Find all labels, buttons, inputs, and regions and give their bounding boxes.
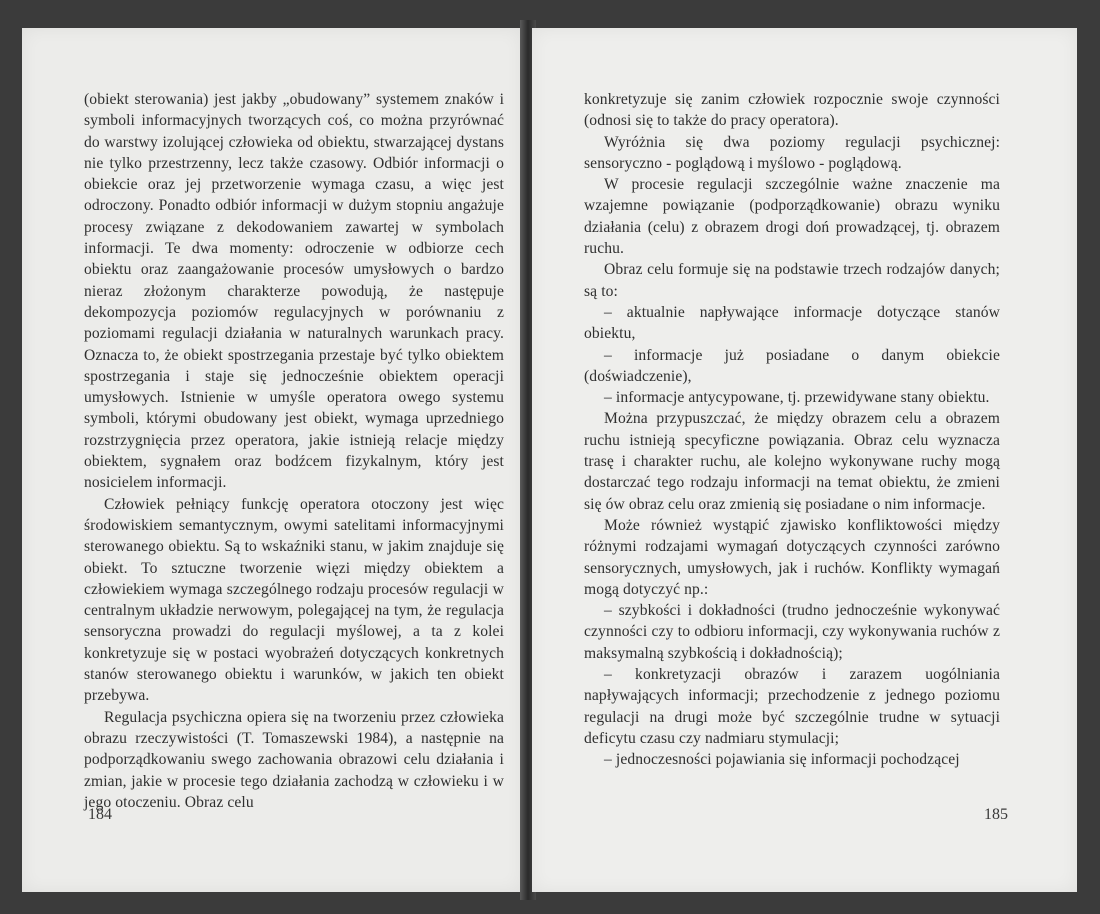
list-item: – szybkości i dokładności (trudno jednocześnie wykonywać czynności czy to odbioru informacji, czy wykonywania ruchów z maksymalną szybkością i dokładnością);: [584, 602, 1000, 662]
paragraph: Może również wystąpić zjawisko konfliktowości między różnymi rodzajami wymagań dotyczących czynności zarówno sensorycznych, umysłowych, jak i ruchów. Konflikty wymagań mogą dotyczyć np.:: [584, 516, 1000, 598]
page-number-left: 184: [88, 806, 112, 823]
right-page-text: [584, 89, 1000, 771]
list-item: – aktualnie napływające informacje dotyczące stanów obiektu,: [584, 303, 1000, 343]
paragraph: Wyróżnia się dwa poziomy regulacji psychicznej: sensoryczno - poglądową i myślowo - poglądową.: [584, 133, 1000, 172]
paragraph: Obraz celu formuje się na podstawie trzech rodzajów danych; są to:: [584, 261, 1000, 300]
paragraph: (obiekt sterowania) jest jakby „obudowany” systemem znaków i symboli informacyjnych tworzących coś, co można przyrównać do warstwy izolującej człowieka od obiektu, stwarzającej dystans nie tylko przestrzenny, lecz także czasowy. Odbiór informacji o obiekcie oraz jej przetworzenie wymaga czasu, a więc jest odroczony. Ponadto odbiór informacji w dużym stopniu angażuje procesy związane z dekodowaniem zawartej w symbolach informacji. Te dwa momenty: odroczenie w odbiorze cech obiektu oraz zaangażowanie procesów umysłowych o bardzo nieraz złożonym charakterze powodują, że następuje dekompozycja poziomów regulacyjnych w porównaniu z poziomami regulacji działania w naturalnych warunkach pracy. Oznacza to, że obiekt spostrzegania przestaje być tylko obiektem spostrzegania i staje się jednocześnie obiektem operacji umysłowych. Istnienie w umyśle operatora owego systemu symboli, którymi obudowany jest obiekt, wymaga uprzedniego rozstrzygnięcia przez operatora, jakie istnieją relacje między obiektem, sygnałem oraz bodźcem fizykalnym, który jest nosicielem informacji.: [84, 91, 504, 492]
paragraph: Można przypuszczać, że między obrazem celu a obrazem ruchu istnieją specyficzne powiązania. Obraz celu wyznacza trasę i charakter ruchu, ale kolejno wykonywane ruchy mogą dostarczać tego rodzaju informacji na temat obiektu, że zmieni się ów obraz celu oraz zmienią się posiadane o nim informacje.: [584, 410, 1000, 513]
paragraph: Regulacja psychiczna opiera się na tworzeniu przez człowieka obrazu rzeczywistości (T. Tomaszewski 1984), a następnie na podporządkowaniu swego zachowania obrazowi celu działania i zmian, jakie w procesie tego działania zachodzą w człowieku i w jego otoczeniu. Obraz celu: [84, 708, 504, 811]
paragraph: Człowiek pełniący funkcję operatora otoczony jest więc środowiskiem semantycznym, owymi satelitami informacyjnymi sterowanego obiektu. Są to wskaźniki stanu, w jakim znajduje się obiekt. To sztuczne tworzenie więzi między obiektem a człowiekiem wymaga szczególnego rodzaju procesów regulacji w centralnym układzie nerwowym, polegającej na tym, że regulacja sensoryczna prowadzi do regulacji myślowej, a ta z kolei konkretyzuje się w postaci wyobrażeń dotyczących konkretnych stanów sterowanego obiektu i warunków, w jakich ten obiekt przebywa.: [84, 495, 504, 705]
list-item: – informacje już posiadane o danym obiekcie (doświadczenie),: [584, 346, 1000, 385]
list-item: – informacje antycypowane, tj. przewidywane stany obiektu.: [604, 389, 990, 407]
paragraph: W procesie regulacji szczególnie ważne znaczenie ma wzajemne powiązanie (podporządkowanie) obrazu wyniku działania (celu) z obrazem drogi doń prowadzącej, tj. obrazem ruchu.: [584, 176, 1000, 258]
list-item: – konkretyzacji obrazów i zarazem uogólniania napływających informacji; przechodzenie z jednego poziomu regulacji na drugi może być szczególnie trudne w sytuacji deficytu czasu czy nadmiaru stymulacji;: [584, 666, 1000, 747]
page-number-right: 185: [984, 806, 1008, 823]
left-page: [22, 28, 522, 892]
paragraph: konkretyzuje się zanim człowiek rozpocznie swoje czynności (odnosi się to także do pracy operatora).: [584, 91, 1000, 130]
list-item: – jednoczesności pojawiania się informacji pochodzącej: [604, 751, 960, 769]
left-page-text: [84, 89, 504, 813]
right-page: [532, 28, 1077, 892]
